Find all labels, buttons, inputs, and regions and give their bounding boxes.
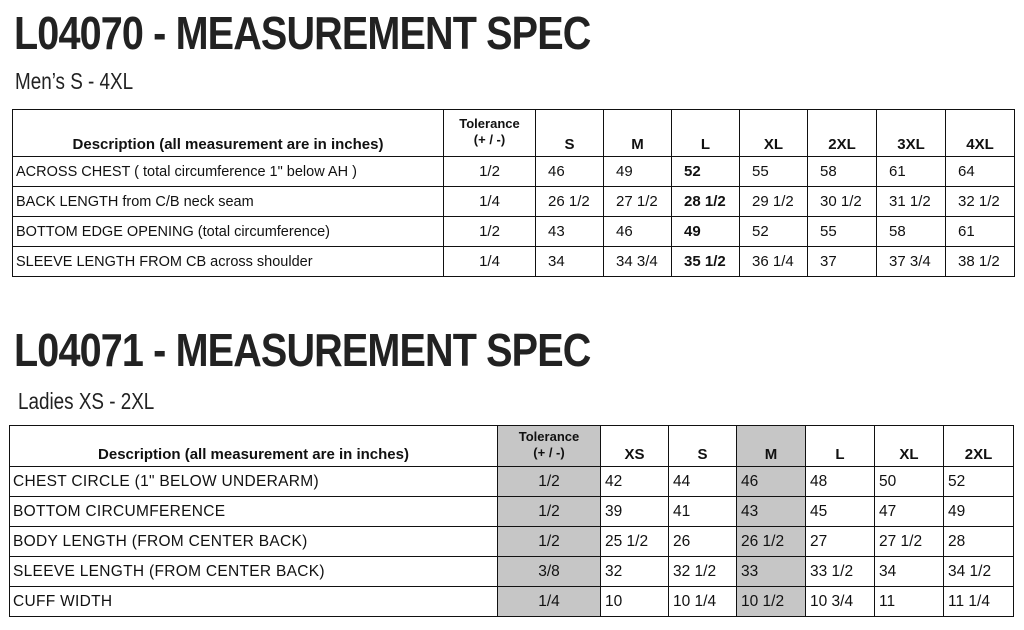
size-value: 34 1/2	[944, 557, 1014, 587]
size-value: 58	[877, 217, 946, 247]
row-description: BOTTOM CIRCUMFERENCE	[10, 497, 498, 527]
spec1-subtitle: Men’s S - 4XL	[15, 68, 134, 94]
size-value: 38 1/2	[946, 247, 1015, 277]
size-value: 49	[604, 157, 672, 187]
size-value: 52	[740, 217, 808, 247]
size-value: 41	[669, 497, 737, 527]
size-header: L	[806, 426, 875, 467]
table-row	[13, 247, 1015, 277]
size-header: S	[669, 426, 737, 467]
size-value: 52	[672, 157, 740, 187]
size-value: 61	[946, 217, 1015, 247]
size-value: 36 1/4	[740, 247, 808, 277]
size-value: 10	[601, 587, 669, 617]
size-value: 26 1/2	[737, 527, 806, 557]
spec1-title: L04070 - MEASUREMENT SPEC	[14, 7, 591, 59]
row-description: CUFF WIDTH	[10, 587, 498, 617]
size-header: 4XL	[946, 110, 1015, 157]
row-tolerance: 1/2	[498, 497, 601, 527]
spec1-table	[12, 109, 1015, 277]
size-value: 37	[808, 247, 877, 277]
size-header: 2XL	[808, 110, 877, 157]
tolerance-header-line1: Tolerance	[518, 428, 580, 444]
row-description: ACROSS CHEST ( total circumference 1" below AH )	[13, 157, 444, 187]
size-value: 58	[808, 157, 877, 187]
size-value: 46	[737, 467, 806, 497]
size-value: 47	[875, 497, 944, 527]
size-value: 31 1/2	[877, 187, 946, 217]
table-row	[13, 157, 1015, 187]
size-header: 3XL	[877, 110, 946, 157]
size-value: 30 1/2	[808, 187, 877, 217]
size-value: 49	[944, 497, 1014, 527]
row-tolerance: 1/2	[498, 527, 601, 557]
size-value: 50	[875, 467, 944, 497]
spec2-subtitle: Ladies XS - 2XL	[18, 388, 155, 414]
size-header: L	[672, 110, 740, 157]
size-value: 52	[944, 467, 1014, 497]
size-value: 37 3/4	[877, 247, 946, 277]
row-description: CHEST CIRCLE (1" BELOW UNDERARM)	[10, 467, 498, 497]
size-value: 42	[601, 467, 669, 497]
table-row	[10, 467, 1014, 497]
size-header: XS	[601, 426, 669, 467]
size-value: 49	[672, 217, 740, 247]
size-header: XL	[875, 426, 944, 467]
size-value: 44	[669, 467, 737, 497]
spec1-header-row	[13, 110, 1015, 157]
tolerance-header-line1: Tolerance	[459, 115, 520, 131]
size-value: 10 1/2	[737, 587, 806, 617]
size-value: 46	[604, 217, 672, 247]
size-header: S	[536, 110, 604, 157]
size-header: XL	[740, 110, 808, 157]
size-value: 29 1/2	[740, 187, 808, 217]
size-header: M	[604, 110, 672, 157]
size-value: 43	[737, 497, 806, 527]
size-value: 27 1/2	[604, 187, 672, 217]
tolerance-header-line2: (+ / -)	[473, 131, 506, 147]
row-tolerance: 3/8	[498, 557, 601, 587]
tolerance-header	[498, 426, 601, 467]
row-tolerance: 1/4	[444, 187, 536, 217]
size-value: 26	[669, 527, 737, 557]
size-value: 55	[740, 157, 808, 187]
size-value: 35 1/2	[672, 247, 740, 277]
size-value: 33 1/2	[806, 557, 875, 587]
size-value: 61	[877, 157, 946, 187]
size-value: 26 1/2	[536, 187, 604, 217]
row-description: BODY LENGTH (FROM CENTER BACK)	[10, 527, 498, 557]
table-row	[10, 497, 1014, 527]
size-value: 33	[737, 557, 806, 587]
table-row	[10, 557, 1014, 587]
size-value: 34	[875, 557, 944, 587]
size-header: 2XL	[944, 426, 1014, 467]
size-value: 32	[601, 557, 669, 587]
size-value: 27 1/2	[875, 527, 944, 557]
size-header: M	[737, 426, 806, 467]
spec2-header-row	[10, 426, 1014, 467]
size-value: 28 1/2	[672, 187, 740, 217]
size-value: 10 1/4	[669, 587, 737, 617]
row-description: SLEEVE LENGTH FROM CB across shoulder	[13, 247, 444, 277]
size-value: 27	[806, 527, 875, 557]
size-value: 25 1/2	[601, 527, 669, 557]
table-row	[10, 527, 1014, 557]
description-header: Description (all measurement are in inches)	[13, 110, 444, 157]
size-value: 48	[806, 467, 875, 497]
size-value: 11	[875, 587, 944, 617]
size-value: 32 1/2	[946, 187, 1015, 217]
row-description: SLEEVE LENGTH (FROM CENTER BACK)	[10, 557, 498, 587]
tolerance-header	[444, 110, 536, 157]
row-tolerance: 1/2	[444, 217, 536, 247]
size-value: 43	[536, 217, 604, 247]
row-tolerance: 1/2	[498, 467, 601, 497]
table-row	[13, 187, 1015, 217]
spec2-table	[9, 425, 1014, 617]
size-value: 32 1/2	[669, 557, 737, 587]
table-row	[10, 587, 1014, 617]
spec2-title: L04071 - MEASUREMENT SPEC	[14, 324, 591, 376]
row-description: BACK LENGTH from C/B neck seam	[13, 187, 444, 217]
size-value: 39	[601, 497, 669, 527]
table-row	[13, 217, 1015, 247]
size-value: 10 3/4	[806, 587, 875, 617]
row-tolerance: 1/4	[444, 247, 536, 277]
tolerance-header-line2: (+ / -)	[533, 444, 565, 460]
description-header: Description (all measurement are in inches)	[10, 426, 498, 467]
row-description: BOTTOM EDGE OPENING (total circumference)	[13, 217, 444, 247]
size-value: 45	[806, 497, 875, 527]
row-tolerance: 1/2	[444, 157, 536, 187]
size-value: 28	[944, 527, 1014, 557]
size-value: 34	[536, 247, 604, 277]
size-value: 11 1/4	[944, 587, 1014, 617]
size-value: 46	[536, 157, 604, 187]
size-value: 34 3/4	[604, 247, 672, 277]
size-value: 55	[808, 217, 877, 247]
row-tolerance: 1/4	[498, 587, 601, 617]
size-value: 64	[946, 157, 1015, 187]
